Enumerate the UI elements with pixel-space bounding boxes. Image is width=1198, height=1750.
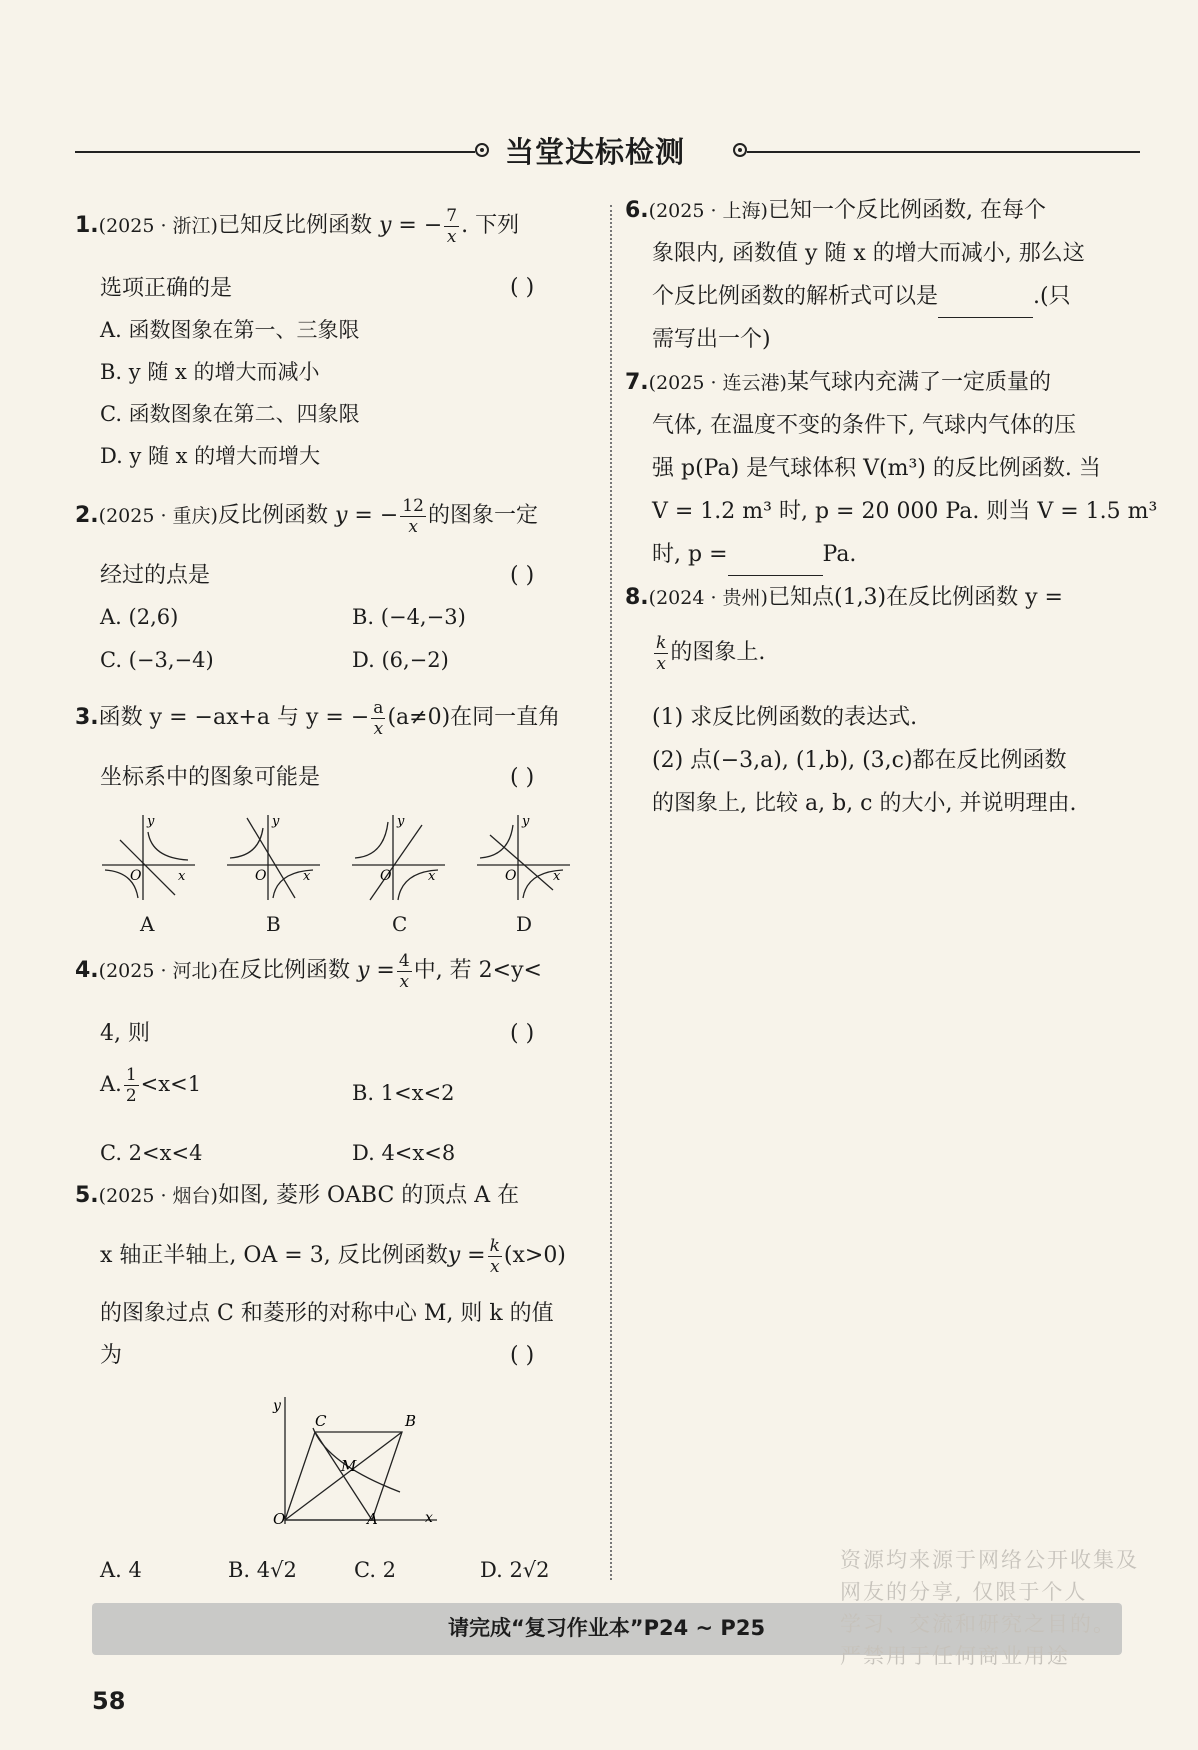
option-2a: A. (2,6) [100,605,179,629]
question-8: 8.(2024 · 贵州)已知点(1,3)在反比例函数 y = [625,585,1063,610]
fraction-one-half: $\frac{1}{2}$ [125,1065,137,1106]
rhombus-figure [265,1392,445,1532]
option-5c: C. 2 [354,1558,397,1582]
question-2: 2.(2025 · 重庆)反比例函数 y = − $\frac{12}{x}$ 的图象一定 [75,495,538,537]
question-6: 6.(2025 · 上海)已知一个反比例函数, 在每个 [625,198,1046,223]
graph-label-c: C [392,912,408,936]
fraction-4-over-x: $\frac{4}{x}$ [398,950,410,992]
option-4c: C. 2<x<4 [100,1141,203,1165]
option-5b: B. 4√2 [228,1558,297,1582]
graph-option-c [350,810,450,905]
header-rule-right [747,151,1140,153]
question-8-part1: (1) 求反比例函数的表达式. [652,705,918,730]
question-7: 7.(2025 · 连云港)某气球内充满了一定质量的 [625,370,1051,395]
question-7-line3: 强 p(Pa) 是气球体积 V(m³) 的反比例函数. 当 [652,456,1101,481]
axis-x-label: x [178,869,186,884]
graph-label-d: D [516,912,533,936]
watermark-line-4: 严禁用于任何商业用途 [840,1644,1070,1668]
graph-label-a: A [140,912,155,936]
fraction-12-over-x: $\frac{12}{x}$ [402,495,424,537]
question-7-line4: V = 1.2 m³ 时, p = 20 000 Pa. 则当 V = 1.5 m³ [652,499,1158,524]
question-3: 3.函数 y = −ax+a 与 y = − $\frac{a}{x}$ (a≠0)在同一直角 [75,697,561,739]
axis-y-label: y [147,814,155,829]
question-7-line2: 气体, 在温度不变的条件下, 气球内气体的压 [652,413,1076,438]
option-1d: D. y 随 x 的增大而增大 [100,444,321,468]
option-4b: B. 1<x<2 [352,1081,455,1105]
question-6-line4: 需写出一个) [652,327,771,352]
answer-bracket-3: ( ) [510,765,535,790]
fig-label-b: B [405,1412,417,1430]
question-2-line2: 经过的点是 [100,563,211,588]
origin-label: O [130,868,142,884]
question-5-line3: 的图象过点 C 和菱形的对称中心 M, 则 k 的值 [100,1301,554,1326]
fig-label-o: O [273,1510,286,1528]
graph-option-a [100,810,200,905]
axis-x-label: x [428,869,436,884]
option-5a: A. 4 [100,1558,142,1582]
fig-label-a: A [367,1510,378,1528]
origin-label: O [255,868,267,884]
homework-banner-text: 请完成“复习作业本”P24 ~ P25 [448,1616,766,1640]
axis-x-label: x [553,869,561,884]
question-4-line2: 4, 则 [100,1021,150,1046]
fraction-a-over-x: $\frac{a}{x}$ [373,697,384,739]
option-2b: B. (−4,−3) [352,605,466,629]
question-8-part2-line2: 的图象上, 比较 a, b, c 的大小, 并说明理由. [652,791,1077,816]
origin-label: O [380,868,392,884]
question-6-line2: 象限内, 函数值 y 随 x 的增大而减小, 那么这 [652,241,1085,266]
watermark-line-3: 学习、交流和研究之目的。 [840,1612,1116,1636]
question-5-line2: x 轴正半轴上, OA = 3, 反比例函数y = $\frac{k}{x}$ (x>0) [100,1235,566,1277]
option-4a: A. $\frac{1}{2}$ <x<1 [100,1065,202,1106]
page-number: 58 [92,1687,126,1715]
answer-bracket-5: ( ) [510,1343,535,1368]
answer-bracket-1: ( ) [510,275,535,300]
header-rule-left [75,151,475,153]
question-4: 4.(2025 · 河北)在反比例函数 y = $\frac{4}{x}$ 中, 若 2<y< [75,950,542,992]
fig-label-m: M [341,1457,357,1475]
question-5-line4: 为 [100,1343,123,1368]
axis-y-label: y [272,814,280,829]
fraction-7-over-x: $\frac{7}{x}$ [446,205,458,247]
fig-label-x: x [425,1510,433,1526]
column-divider [610,205,612,1580]
question-8-part2: (2) 点(−3,a), (1,b), (3,c)都在反比例函数 [652,748,1067,773]
header-ornament-left [475,143,489,157]
question-8-line2: $\frac{k}{x}$ 的图象上. [656,632,766,674]
question-5: 5.(2025 · 烟台)如图, 菱形 OABC 的顶点 A 在 [75,1183,520,1208]
question-1-line2: 选项正确的是 [100,276,233,301]
option-1b: B. y 随 x 的增大而减小 [100,360,320,384]
fraction-k-over-x: $\frac{k}{x}$ [656,632,667,674]
axis-y-label: y [397,814,405,829]
option-5d: D. 2√2 [480,1558,550,1582]
axis-x-label: x [303,869,311,884]
axis-y-label: y [522,814,530,829]
graph-option-d [475,810,575,905]
answer-bracket-4: ( ) [510,1021,535,1046]
option-4d: D. 4<x<8 [352,1141,456,1165]
option-1c: C. 函数图象在第二、四象限 [100,402,360,426]
fig-label-c: C [315,1412,327,1430]
watermark-line-2: 网友的分享, 仅限于个人 [840,1580,1088,1604]
header-ornament-right [733,143,747,157]
origin-label: O [505,868,517,884]
answer-bracket-2: ( ) [510,563,535,588]
answer-blank-7[interactable] [728,553,823,576]
watermark-line-1: 资源均来源于网络公开收集及 [840,1548,1139,1572]
page-title: 当堂达标检测 [505,135,686,169]
fig-label-y: y [273,1398,281,1414]
question-1: 1.(2025 · 浙江)已知反比例函数 y = − $\frac{7}{x}$ . 下列 [75,205,520,247]
answer-blank-6[interactable] [938,295,1033,318]
fraction-k-over-x: $\frac{k}{x}$ [489,1235,500,1277]
graph-label-b: B [266,912,281,936]
option-2c: C. (−3,−4) [100,648,214,672]
question-3-line2: 坐标系中的图象可能是 [100,765,321,790]
question-7-line5: 时, p = Pa. [652,534,856,576]
question-6-line3: 个反比例函数的解析式可以是 .(只 [652,276,1142,318]
option-1a: A. 函数图象在第一、三象限 [100,318,360,342]
graph-option-b [225,810,325,905]
option-2d: D. (6,−2) [352,648,449,672]
